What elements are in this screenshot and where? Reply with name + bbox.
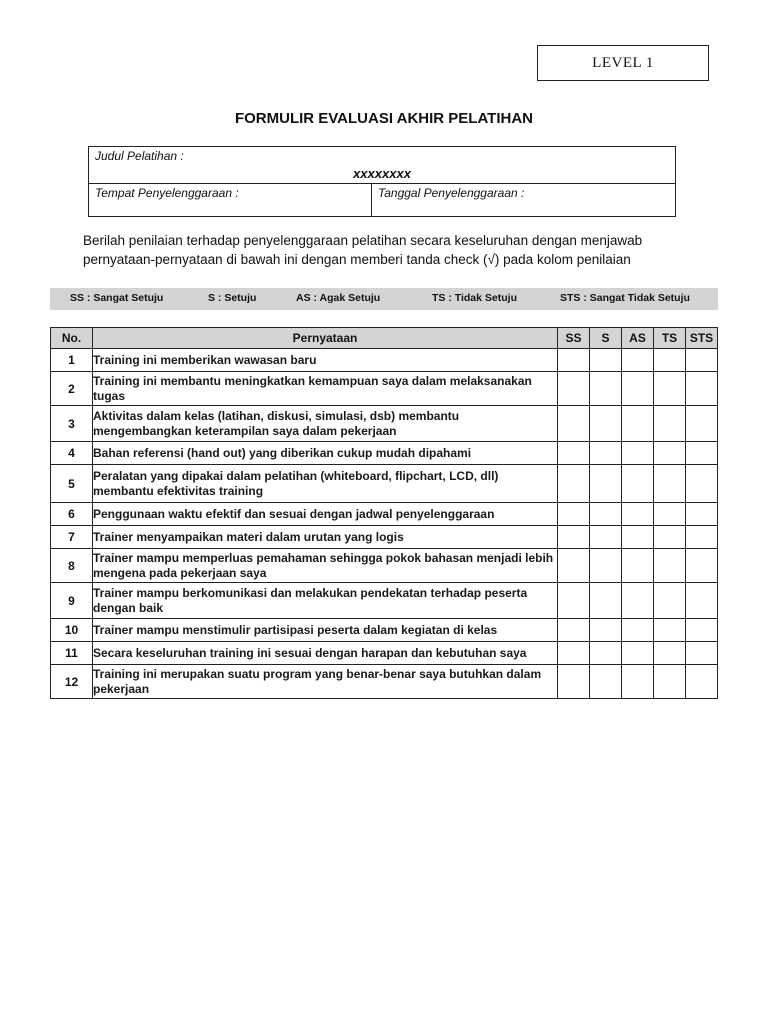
rating-cell-sts[interactable] <box>686 349 718 372</box>
legend-as: AS : Agak Setuju <box>296 292 381 304</box>
rating-cell-ss[interactable] <box>558 406 590 442</box>
row-number: 9 <box>51 583 93 619</box>
rating-cell-s[interactable] <box>590 642 622 665</box>
rating-cell-as[interactable] <box>622 372 654 406</box>
rating-cell-s[interactable] <box>590 503 622 526</box>
rating-cell-ss[interactable] <box>558 465 590 503</box>
rating-cell-as[interactable] <box>622 583 654 619</box>
rating-cell-as[interactable] <box>622 549 654 583</box>
row-number: 3 <box>51 406 93 442</box>
statement-text: Trainer mampu memperluas pemahaman sehingga pokok bahasan menjadi lebih mengena pada pekerjaan saya <box>93 549 558 583</box>
rating-cell-s[interactable] <box>590 619 622 642</box>
rating-cell-ts[interactable] <box>654 526 686 549</box>
rating-cell-s[interactable] <box>590 349 622 372</box>
rating-cell-s[interactable] <box>590 583 622 619</box>
rating-cell-sts[interactable] <box>686 465 718 503</box>
statement-text: Peralatan yang dipakai dalam pelatihan (whiteboard, flipchart, LCD, dll) membantu efektivitas training <box>93 465 558 503</box>
legend-sts: STS : Sangat Tidak Setuju <box>560 292 690 304</box>
rating-cell-ts[interactable] <box>654 406 686 442</box>
rating-cell-ts[interactable] <box>654 372 686 406</box>
header-as: AS <box>622 328 654 349</box>
statement-text: Penggunaan waktu efektif dan sesuai dengan jadwal penyelenggaraan <box>93 503 558 526</box>
rating-cell-as[interactable] <box>622 349 654 372</box>
rating-cell-as[interactable] <box>622 665 654 699</box>
date-label: Tanggal Penyelenggaraan : <box>378 186 525 200</box>
statement-text: Aktivitas dalam kelas (latihan, diskusi, simulasi, dsb) membantu mengembangkan keterampilan saya dalam pekerjaan <box>93 406 558 442</box>
venue-field[interactable] <box>89 184 372 217</box>
rating-cell-ts[interactable] <box>654 465 686 503</box>
row-number: 4 <box>51 442 93 465</box>
table-row <box>51 372 718 406</box>
row-number: 5 <box>51 465 93 503</box>
statement-text: Bahan referensi (hand out) yang diberikan cukup mudah dipahami <box>93 442 558 465</box>
rating-cell-s[interactable] <box>590 372 622 406</box>
rating-cell-sts[interactable] <box>686 406 718 442</box>
statement-text: Training ini membantu meningkatkan kemampuan saya dalam melaksanakan tugas <box>93 372 558 406</box>
header-sts: STS <box>686 328 718 349</box>
rating-cell-ss[interactable] <box>558 583 590 619</box>
header-ts: TS <box>654 328 686 349</box>
rating-cell-as[interactable] <box>622 526 654 549</box>
form-title: FORMULIR EVALUASI AKHIR PELATIHAN <box>234 110 534 127</box>
table-row <box>51 406 718 442</box>
table-row <box>51 503 718 526</box>
rating-cell-s[interactable] <box>590 526 622 549</box>
rating-cell-ss[interactable] <box>558 526 590 549</box>
rating-cell-ss[interactable] <box>558 619 590 642</box>
row-number: 8 <box>51 549 93 583</box>
row-number: 12 <box>51 665 93 699</box>
rating-cell-ss[interactable] <box>558 442 590 465</box>
rating-cell-ts[interactable] <box>654 583 686 619</box>
rating-cell-sts[interactable] <box>686 583 718 619</box>
rating-cell-ts[interactable] <box>654 442 686 465</box>
header-s: S <box>590 328 622 349</box>
rating-cell-as[interactable] <box>622 406 654 442</box>
table-header-row <box>51 328 718 349</box>
rating-legend <box>50 288 718 310</box>
rating-cell-sts[interactable] <box>686 526 718 549</box>
training-title-label: Judul Pelatihan : <box>95 149 184 163</box>
header-statement: Pernyataan <box>93 328 558 349</box>
table-row <box>51 665 718 699</box>
rating-cell-s[interactable] <box>590 665 622 699</box>
training-info-box <box>88 146 676 217</box>
rating-cell-sts[interactable] <box>686 642 718 665</box>
level-badge <box>537 45 709 81</box>
rating-cell-s[interactable] <box>590 549 622 583</box>
rating-cell-as[interactable] <box>622 619 654 642</box>
rating-cell-sts[interactable] <box>686 549 718 583</box>
statement-text: Training ini memberikan wawasan baru <box>93 349 558 372</box>
table-row <box>51 549 718 583</box>
rating-cell-s[interactable] <box>590 465 622 503</box>
row-number: 1 <box>51 349 93 372</box>
rating-cell-sts[interactable] <box>686 665 718 699</box>
table-row <box>51 619 718 642</box>
row-number: 6 <box>51 503 93 526</box>
rating-cell-sts[interactable] <box>686 503 718 526</box>
table-row <box>51 642 718 665</box>
rating-cell-ss[interactable] <box>558 549 590 583</box>
rating-cell-s[interactable] <box>590 406 622 442</box>
rating-cell-ss[interactable] <box>558 642 590 665</box>
rating-cell-ts[interactable] <box>654 349 686 372</box>
training-title-value: xxxxxxxx <box>353 166 411 181</box>
legend-ss: SS : Sangat Setuju <box>70 292 164 304</box>
statement-text: Training ini merupakan suatu program yang benar-benar saya butuhkan dalam pekerjaan <box>93 665 558 699</box>
row-number: 10 <box>51 619 93 642</box>
rating-cell-as[interactable] <box>622 642 654 665</box>
header-no: No. <box>51 328 93 349</box>
table-row <box>51 526 718 549</box>
rating-cell-sts[interactable] <box>686 372 718 406</box>
legend-s: S : Setuju <box>208 292 257 304</box>
table-row <box>51 583 718 619</box>
rating-cell-ts[interactable] <box>654 665 686 699</box>
row-number: 11 <box>51 642 93 665</box>
rating-cell-as[interactable] <box>622 465 654 503</box>
table-row <box>51 465 718 503</box>
rating-cell-sts[interactable] <box>686 442 718 465</box>
venue-label: Tempat Penyelenggaraan : <box>95 186 239 200</box>
rating-cell-ts[interactable] <box>654 503 686 526</box>
rating-cell-as[interactable] <box>622 442 654 465</box>
header-ss: SS <box>558 328 590 349</box>
training-title-field[interactable] <box>89 147 675 184</box>
rating-cell-ss[interactable] <box>558 372 590 406</box>
date-field[interactable] <box>372 184 675 217</box>
level-label: LEVEL 1 <box>592 54 654 71</box>
rating-cell-ts[interactable] <box>654 619 686 642</box>
rating-cell-sts[interactable] <box>686 619 718 642</box>
statement-text: Trainer mampu menstimulir partisipasi peserta dalam kegiatan di kelas <box>93 619 558 642</box>
rating-cell-s[interactable] <box>590 442 622 465</box>
statement-text: Trainer menyampaikan materi dalam urutan yang logis <box>93 526 558 549</box>
rating-cell-ts[interactable] <box>654 549 686 583</box>
table-row <box>51 349 718 372</box>
rating-cell-ss[interactable] <box>558 665 590 699</box>
evaluation-table <box>50 327 718 699</box>
instruction-text: Berilah penilaian terhadap penyelenggaraan pelatihan secara keseluruhan dengan menjawab pernyataan-pernyataan di bawah ini dengan memberi tanda check (√) pada kolom penilaian <box>83 233 643 267</box>
rating-cell-ss[interactable] <box>558 503 590 526</box>
legend-ts: TS : Tidak Setuju <box>432 292 517 304</box>
rating-cell-ss[interactable] <box>558 349 590 372</box>
table-row <box>51 442 718 465</box>
rating-cell-ts[interactable] <box>654 642 686 665</box>
row-number: 2 <box>51 372 93 406</box>
statement-text: Trainer mampu berkomunikasi dan melakukan pendekatan terhadap peserta dengan baik <box>93 583 558 619</box>
row-number: 7 <box>51 526 93 549</box>
rating-cell-as[interactable] <box>622 503 654 526</box>
statement-text: Secara keseluruhan training ini sesuai dengan harapan dan kebutuhan saya <box>93 642 558 665</box>
